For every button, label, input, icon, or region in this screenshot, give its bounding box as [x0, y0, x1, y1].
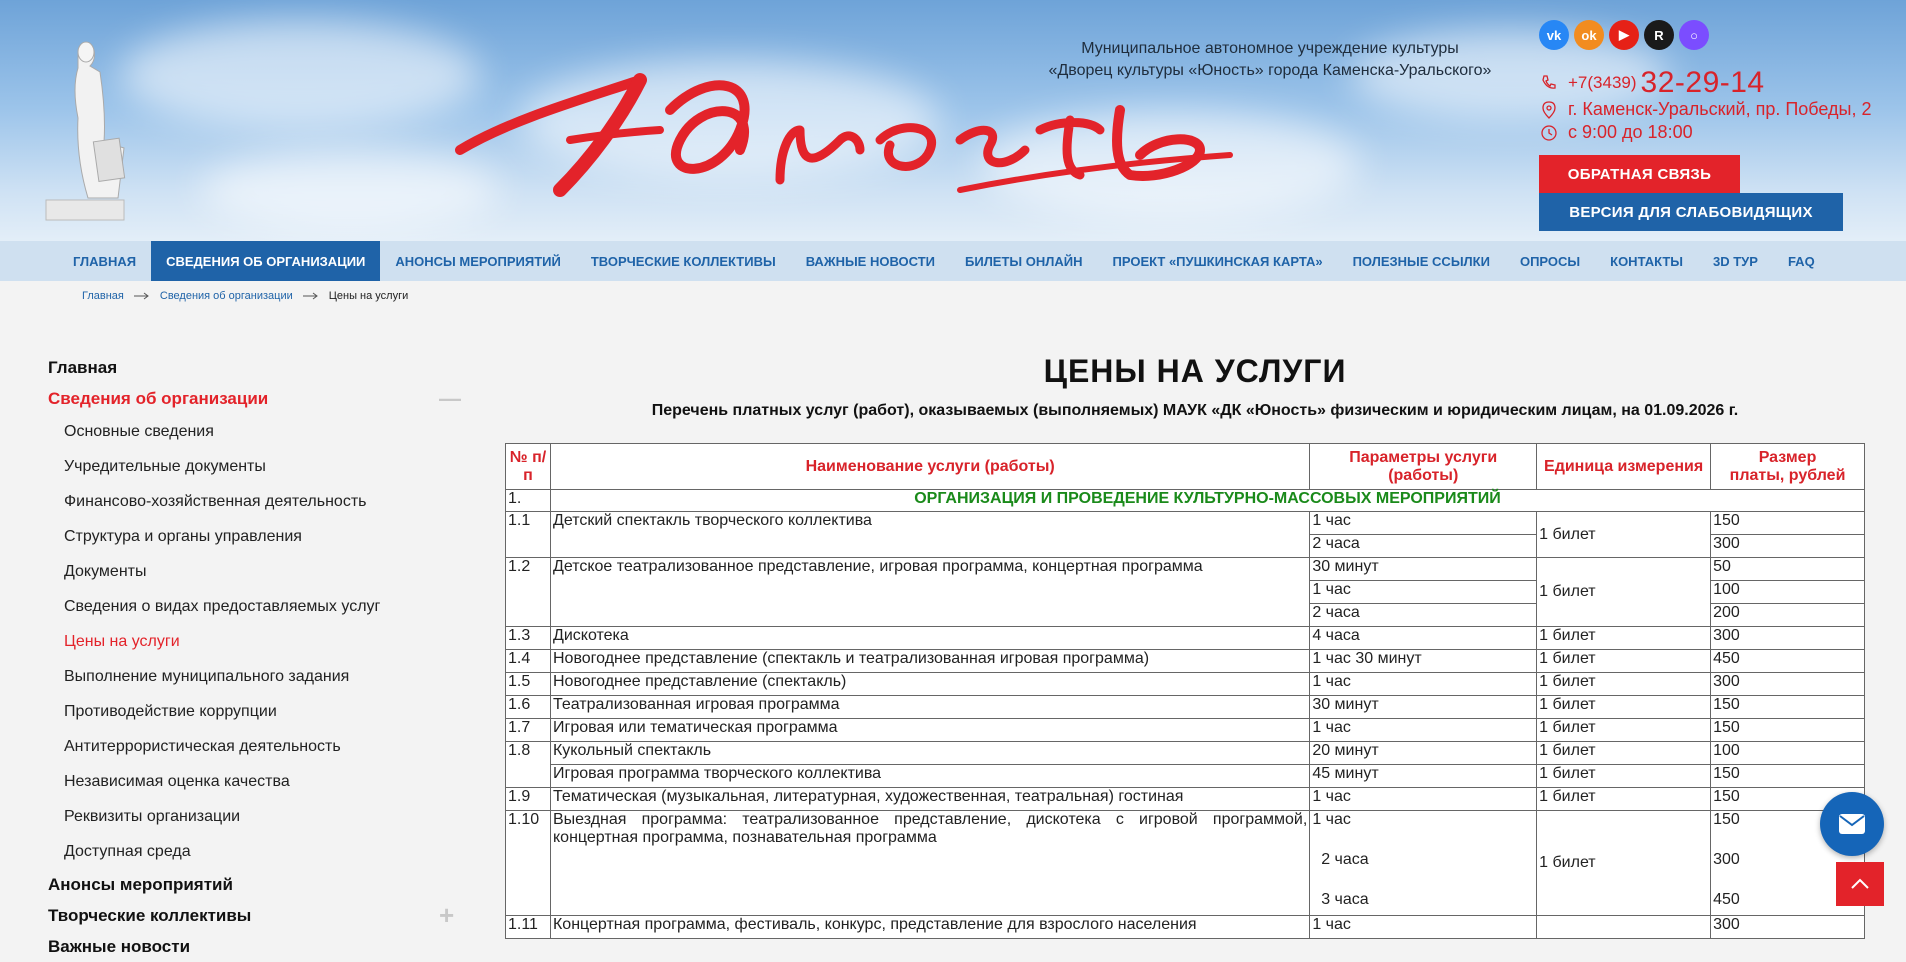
sidebar-subitem[interactable]: Сведения о видах предоставляемых услуг — [64, 597, 381, 615]
nav-events[interactable]: АНОНСЫ МЕРОПРИЯТИЙ — [395, 253, 561, 269]
breadcrumb-current: Цены на услуги — [328, 290, 409, 302]
sidebar-item-events[interactable]: Анонсы мероприятий — [48, 874, 233, 894]
price-table — [505, 443, 1865, 939]
low-vision-version-button[interactable]: ВЕРСИЯ ДЛЯ СЛАБОВИДЯЩИХ — [1539, 193, 1843, 231]
sidebar-subitem-prices[interactable]: Цены на услуги — [64, 632, 180, 650]
column-header-num: № п/п — [506, 444, 551, 490]
section-title: ОРГАНИЗАЦИЯ И ПРОВЕДЕНИЕ КУЛЬТУРНО-МАССОВЫХ МЕРОПРИЯТИЙ — [550, 490, 1864, 512]
social-links — [1539, 20, 1709, 50]
table-row: 1 час 100 — [506, 581, 1865, 604]
sidebar-menu — [48, 352, 468, 962]
sidebar-subitem[interactable]: Учредительные документы — [64, 457, 266, 475]
table-header-row — [506, 444, 1865, 490]
nav-news[interactable]: ВАЖНЫЕ НОВОСТИ — [805, 253, 935, 269]
column-header-price: Размер платы, рублей — [1711, 444, 1865, 490]
column-header-params: Параметры услуги (работы) — [1310, 444, 1537, 490]
table-row: 1.8 Кукольный спектакль 20 минут 1 билет 100 — [506, 742, 1865, 765]
table-row: 1.1 Детский спектакль творческого коллектива 1 час 1 билет 150 — [506, 512, 1865, 535]
youtube-icon[interactable]: ▶ — [1609, 20, 1639, 50]
nav-useful-links[interactable]: ПОЛЕЗНЫЕ ССЫЛКИ — [1352, 253, 1490, 269]
sidebar-subitem[interactable]: Основные сведения — [64, 422, 214, 440]
table-row: 1.11 Концертная программа, фестиваль, конкурс, представление для взрослого населения 1 час 300 — [506, 916, 1865, 939]
nav-faq[interactable]: FAQ — [1787, 253, 1815, 269]
nav-about-organization[interactable]: СВЕДЕНИЯ ОБ ОРГАНИЗАЦИИ — [151, 241, 380, 281]
breadcrumb-home[interactable]: Главная — [82, 290, 124, 302]
arrow-right-icon — [303, 292, 319, 300]
sidebar-item-news[interactable]: Важные новости — [48, 936, 191, 956]
page-title: ЦЕНЫ НА УСЛУГИ — [1043, 353, 1347, 389]
column-header-name: Наименование услуги (работы) — [550, 444, 1309, 490]
breadcrumb-about[interactable]: Сведения об организации — [159, 290, 293, 302]
hours-row: с 9:00 до 18:00 — [1540, 122, 1693, 143]
scroll-to-top-button[interactable] — [1836, 862, 1884, 906]
table-row: 1.6 Театрализованная игровая программа 30 минут 1 билет 150 — [506, 696, 1865, 719]
main-nav — [0, 241, 1906, 281]
table-row: 1.3 Дискотека 4 часа 1 билет 300 — [506, 627, 1865, 650]
sidebar-subitem[interactable]: Структура и органы управления — [64, 527, 302, 545]
table-row: 2 часа 300 — [506, 535, 1865, 558]
nav-contacts[interactable]: КОНТАКТЫ — [1610, 253, 1684, 269]
sidebar-subitem[interactable]: Реквизиты организации — [64, 807, 241, 825]
nav-home[interactable]: ГЛАВНАЯ — [73, 253, 137, 269]
table-row: 1.4 Новогоднее представление (спектакль и театрализованная игровая программа) 1 час 30 минут 1 билет 450 — [506, 650, 1865, 673]
phone-row[interactable]: +7(3439) 32-29-14 — [1540, 66, 1765, 100]
nav-pushkin-card[interactable]: ПРОЕКТ «ПУШКИНСКАЯ КАРТА» — [1112, 253, 1323, 269]
table-row: 1.9 Тематическая (музыкальная, литературная, художественная, театральная) гостиная 1 час 1 билет 150 — [506, 788, 1865, 811]
address-row: г. Каменск-Уральский, пр. Победы, 2 — [1540, 99, 1871, 120]
table-row: 1.2 Детское театрализованное представление, игровая программа, концертная программа 30 минут 1 билет 50 — [506, 558, 1865, 581]
sidebar-subitem[interactable]: Финансово-хозяйственная деятельность — [64, 492, 367, 510]
sidebar-subitem[interactable]: Антитеррористическая деятельность — [64, 737, 341, 755]
main-content — [505, 345, 1865, 427]
sidebar-subitem[interactable]: Выполнение муниципального задания — [64, 667, 350, 685]
envelope-icon — [1838, 813, 1866, 835]
sidebar-subitem[interactable]: Доступная среда — [64, 842, 191, 860]
odnoklassniki-icon[interactable]: ok — [1574, 20, 1604, 50]
mail-contact-button[interactable] — [1820, 792, 1884, 856]
collapse-icon[interactable]: — — [439, 385, 461, 411]
sidebar-item-collectives[interactable]: Творческие коллективы + — [48, 900, 455, 930]
nav-collectives[interactable]: ТВОРЧЕСКИЕ КОЛЛЕКТИВЫ — [590, 253, 776, 269]
sidebar-item-home[interactable]: Главная — [48, 357, 118, 377]
statue-logo-icon — [38, 30, 130, 225]
site-header — [0, 0, 1906, 241]
table-section-row: 1. ОРГАНИЗАЦИЯ И ПРОВЕДЕНИЕ КУЛЬТУРНО-МАССОВЫХ МЕРОПРИЯТИЙ — [506, 490, 1865, 512]
sidebar-subitem[interactable]: Противодействие коррупции — [64, 702, 277, 720]
feedback-button[interactable]: ОБРАТНАЯ СВЯЗЬ — [1539, 155, 1740, 193]
table-row: 1.5 Новогоднее представление (спектакль) 1 час 1 билет 300 — [506, 673, 1865, 696]
sidebar-subitem[interactable]: Независимая оценка качества — [64, 772, 290, 790]
table-row: Игровая программа творческого коллектива 45 минут 1 билет 150 — [506, 765, 1865, 788]
page-subtitle: Перечень платных услуг (работ), оказываемых (выполняемых) МАУК «ДК «Юность» физическим и юридическим лицам, на 01.09.2026 г. — [651, 402, 1739, 419]
nav-tickets[interactable]: БИЛЕТЫ ОНЛАЙН — [965, 253, 1083, 269]
phone-icon — [1540, 74, 1558, 92]
sidebar-subitem[interactable]: Документы — [64, 562, 147, 580]
location-pin-icon — [1540, 101, 1558, 119]
sidebar-item-about[interactable]: Сведения об организации — — [48, 385, 461, 411]
nav-polls[interactable]: ОПРОСЫ — [1519, 253, 1581, 269]
table-row: 1.10 Выездная программа: театрализованное представление, дискотека с игровой программой, концертная программа, познавательная программа 1 час 2 часа 3 часа 1 билет 150 300 450 — [506, 811, 1865, 916]
breadcrumb — [82, 290, 408, 302]
expand-icon[interactable]: + — [439, 900, 455, 930]
column-header-unit: Единица измерения — [1537, 444, 1711, 490]
arrow-right-icon — [134, 292, 150, 300]
table-row: 1.7 Игровая или тематическая программа 1 час 1 билет 150 — [506, 719, 1865, 742]
max-messenger-icon[interactable]: ○ — [1679, 20, 1709, 50]
rutube-icon[interactable]: R — [1644, 20, 1674, 50]
table-row: 2 часа 200 — [506, 604, 1865, 627]
vk-icon[interactable]: vk — [1539, 20, 1569, 50]
chevron-up-icon — [1850, 878, 1870, 890]
clock-icon — [1540, 124, 1558, 142]
organization-name: Муниципальное автономное учреждение культуры «Дворец культуры «Юность» города Каменска-Уральского» — [1048, 40, 1492, 79]
nav-3d-tour[interactable]: 3D ТУР — [1713, 253, 1758, 269]
